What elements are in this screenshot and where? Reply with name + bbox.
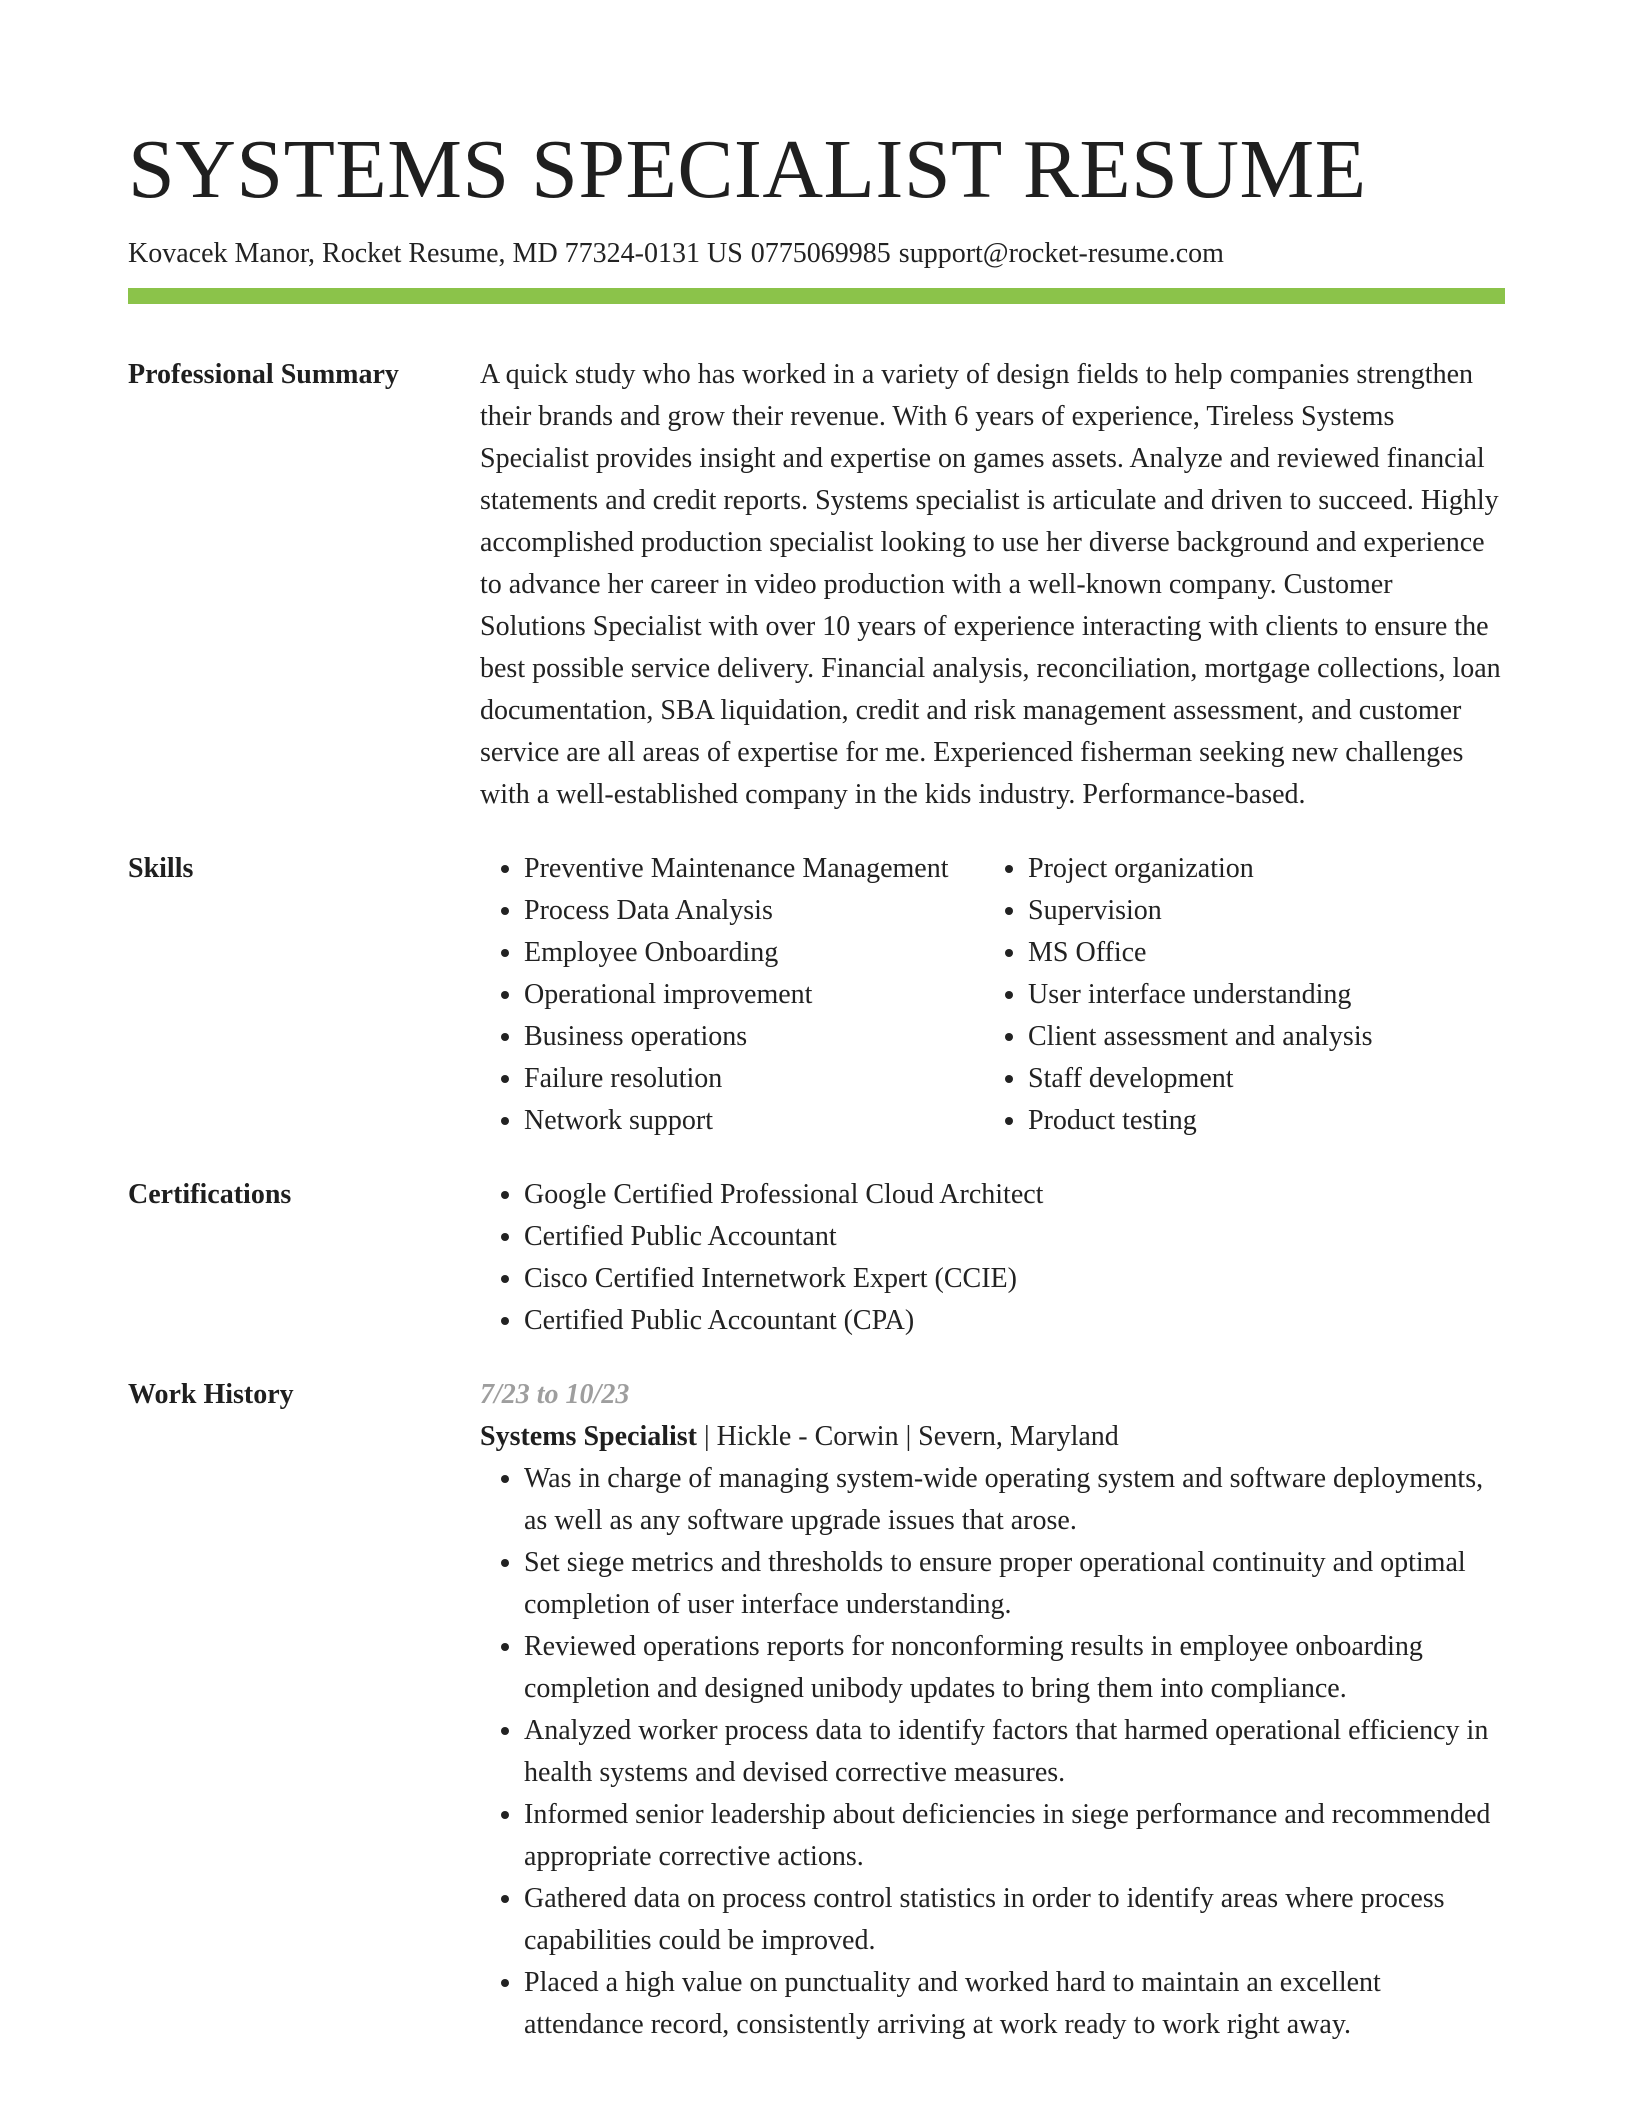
job-title: Systems Specialist [480,1421,697,1452]
certification-item: • Certified Public Accountant [524,1216,1505,1258]
skill-item: • Process Data Analysis [524,890,984,932]
skill-item: • Client assessment and analysis [1028,1016,1373,1058]
professional-summary-text: A quick study who has worked in a variety of design fields to help companies strengthen their brands and grow their revenue. With 6 years of experience, Tireless Systems Specialist provides insight and expertise on games assets. Analyze and reviewed financial statements and credit reports. Systems specialist is articulate and driven to succeed. Highly accomplished production specialist looking to use her diverse background and experience to advance her career in video production with a well-known company. Customer Solutions Specialist with over 10 years of experience interacting with clients to ensure the best possible service delivery. Financial analysis, reconciliation, mortgage collections, loan documentation, SBA liquidation, credit and risk management assessment, and customer service are all areas of expertise for me. Experienced fisherman seeking new challenges with a well-established company in the kids industry. Performance-based. [480,359,1501,810]
skill-item: • Preventive Maintenance Management [524,848,984,890]
section-label-certifications: Certifications [128,1179,292,1210]
job-bullet: • Gathered data on process control statistics in order to identify areas where process capabilities could be improved. [524,1878,1505,1962]
skills-list-left [480,848,984,1142]
job-heading [480,1416,1505,1458]
section-label-work-history: Work History [128,1379,294,1410]
skills-list-right [984,848,1373,1142]
skill-item: • Network support [524,1100,984,1142]
job-entry [480,1374,1505,2046]
skill-item: • User interface understanding [1028,974,1373,1016]
job-bullet: • Informed senior leadership about deficiencies in siege performance and recommended appropriate corrective actions. [524,1794,1505,1878]
skill-item: • Business operations [524,1016,984,1058]
work-history-section [128,1374,1505,2046]
skill-item: • Supervision [1028,890,1373,932]
job-bullet: • Reviewed operations reports for nonconforming results in employee onboarding completion and designed unibody updates to bring them into compliance. [524,1626,1505,1710]
section-label-skills: Skills [128,853,194,884]
header-divider [128,288,1505,304]
job-bullet: • Set siege metrics and thresholds to ensure proper operational continuity and optimal completion of user interface understanding. [524,1542,1505,1626]
skill-item: • MS Office [1028,932,1373,974]
skill-item: • Product testing [1028,1100,1373,1142]
job-responsibilities-list [480,1458,1505,2046]
skill-item: • Failure resolution [524,1058,984,1100]
certifications-section [128,1174,1505,1342]
job-company-location: | Hickle - Corwin | Severn, Maryland [704,1421,1119,1452]
job-bullet: • Analyzed worker process data to identify factors that harmed operational efficiency in health systems and devised corrective measures. [524,1710,1505,1794]
certification-item: • Certified Public Accountant (CPA) [524,1300,1505,1342]
contact-email: support@rocket-resume.com [898,238,1224,269]
skills-section [128,848,1505,1142]
resume-page [128,0,1505,2046]
skill-item: • Operational improvement [524,974,984,1016]
job-bullet: • Was in charge of managing system-wide operating system and software deployments, as well as any software upgrade issues that arose. [524,1458,1505,1542]
certification-item: • Cisco Certified Internetwork Expert (CCIE) [524,1258,1505,1300]
job-bullet: • Placed a high value on punctuality and worked hard to maintain an excellent attendance record, consistently arriving at work ready to work right away. [524,1962,1505,2046]
resume-title: SYSTEMS SPECIALIST RESUME [128,123,1367,216]
job-dates: 7/23 to 10/23 [480,1379,630,1410]
contact-line [128,236,1505,272]
section-label-professional-summary: Professional Summary [128,359,399,390]
skill-item: • Project organization [1028,848,1373,890]
skill-item: • Employee Onboarding [524,932,984,974]
contact-phone: 0775069985 [750,238,891,269]
skill-item: • Staff development [1028,1058,1373,1100]
professional-summary-section [128,354,1505,816]
certification-item: • Google Certified Professional Cloud Architect [524,1174,1505,1216]
certifications-list [480,1174,1505,1342]
contact-address: Kovacek Manor, Rocket Resume, MD 77324-0131 US [128,238,743,269]
